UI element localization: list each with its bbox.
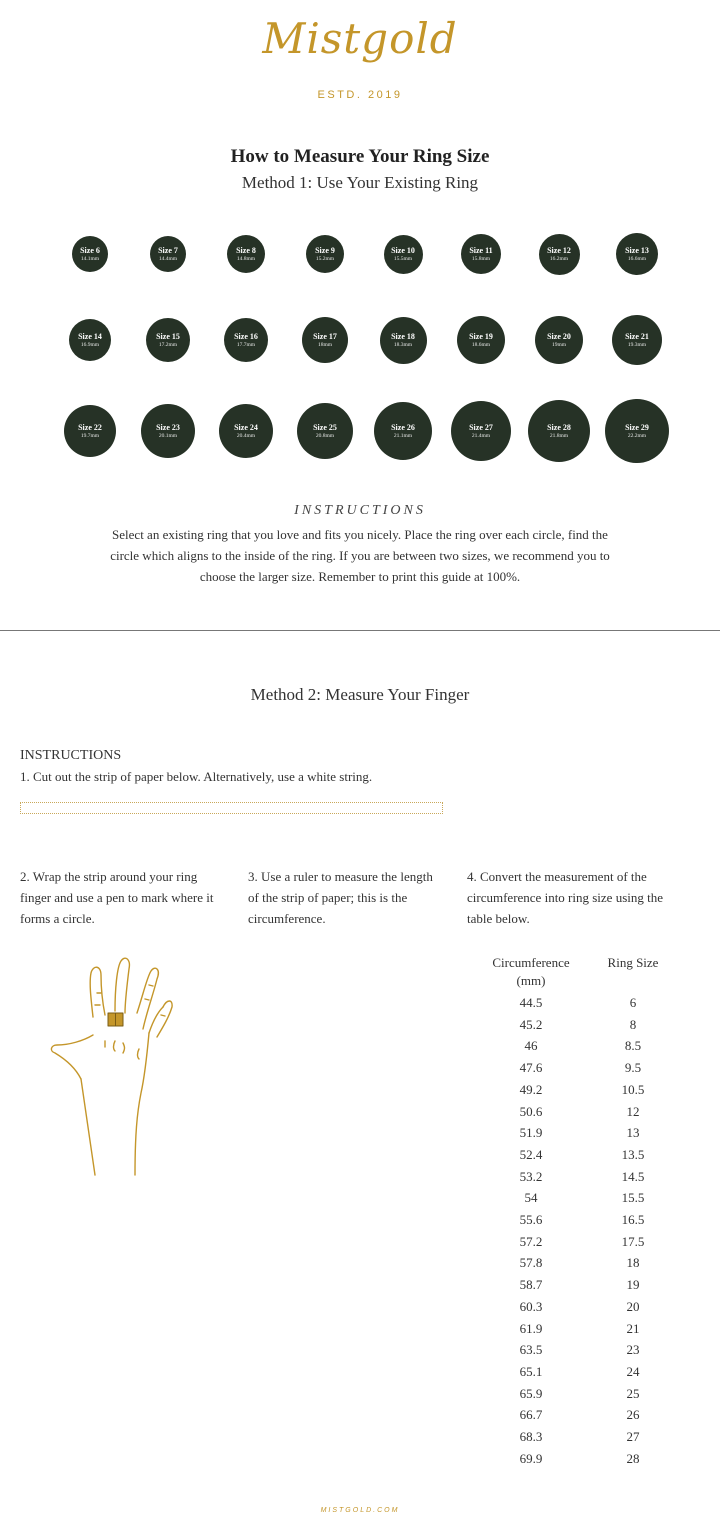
ring-diameter-label: 16.2mm xyxy=(549,255,569,262)
table-cell-circumference: 44.5 xyxy=(519,995,543,1010)
ring-circle xyxy=(150,236,186,272)
ring-circle xyxy=(380,317,427,364)
table-header-ring-size: Ring Size xyxy=(607,955,659,970)
table-cell-circumference: 65.9 xyxy=(519,1385,543,1401)
method2-instructions-heading: INSTRUCTIONS xyxy=(20,748,122,763)
ring-diameter-label: 22.2mm xyxy=(627,432,647,439)
footer-url: MISTGOLD.COM xyxy=(320,1507,400,1514)
ring-circle xyxy=(616,233,658,275)
ring-circle xyxy=(605,399,669,463)
ring-size-label: Size 6 xyxy=(80,245,100,255)
table-cell-ring-size: 21 xyxy=(626,1320,640,1336)
ring-size-label: Size 21 xyxy=(625,331,649,341)
table-cell-circumference: 61.9 xyxy=(519,1320,543,1336)
ring-size-label: Size 11 xyxy=(469,245,493,255)
ring-size-label: Size 17 xyxy=(313,331,337,341)
table-cell-circumference: 55.6 xyxy=(519,1212,543,1227)
ring-circle xyxy=(297,403,353,459)
ring-diameter-label: 21.4mm xyxy=(471,432,491,439)
ring-circle xyxy=(141,404,195,458)
table-cell-ring-size: 8 xyxy=(629,1016,637,1032)
table-cell-circumference: 66.7 xyxy=(519,1407,543,1423)
table-header-circumference: Circumference (mm) xyxy=(492,955,570,988)
ring-circle xyxy=(69,319,111,361)
ring-circle xyxy=(457,316,505,364)
ring-size-label: Size 16 xyxy=(234,331,258,341)
ring-circle xyxy=(64,405,116,457)
ring-size-label: Size 8 xyxy=(236,245,256,255)
table-cell-circumference: 46 xyxy=(524,1038,538,1054)
table-cell-circumference: 47.6 xyxy=(519,1060,543,1076)
table-cell-ring-size: 6 xyxy=(629,995,637,1010)
ring-circle xyxy=(461,234,501,274)
table-cell-ring-size: 15.5 xyxy=(621,1190,645,1206)
table-cell-ring-size: 26 xyxy=(626,1407,640,1423)
ring-diameter-label: 19.7mm xyxy=(80,432,100,439)
ring-size-label: Size 12 xyxy=(547,245,571,255)
table-cell-ring-size: 23 xyxy=(626,1342,640,1358)
table-cell-ring-size: 14.5 xyxy=(621,1168,645,1184)
ring-circle xyxy=(227,235,265,273)
ring-size-label: Size 9 xyxy=(315,245,335,255)
table-cell-ring-size: 10.5 xyxy=(621,1081,645,1097)
step-1-text: 1. Cut out the strip of paper below. Alternatively, use a white string. xyxy=(20,769,373,784)
ring-size-label: Size 10 xyxy=(391,245,415,255)
ring-size-label: Size 7 xyxy=(158,245,178,255)
ring-diameter-label: 14.4mm xyxy=(158,255,178,262)
table-cell-circumference: 68.3 xyxy=(519,1429,543,1444)
table-cell-circumference: 65.1 xyxy=(519,1363,543,1379)
ring-diameter-label: 15.5mm xyxy=(393,255,413,262)
table-cell-circumference: 49.2 xyxy=(519,1081,543,1097)
table-cell-ring-size: 18 xyxy=(626,1255,640,1271)
hand-ring-illustration-icon xyxy=(45,955,180,1177)
method1-title: Method 1: Use Your Existing Ring xyxy=(241,173,479,192)
table-cell-ring-size: 13.5 xyxy=(621,1146,645,1162)
ring-diameter-label: 18mm xyxy=(317,341,333,348)
table-cell-ring-size: 19 xyxy=(626,1277,640,1293)
ring-diameter-label: 20.1mm xyxy=(158,432,178,439)
table-cell-ring-size: 16.5 xyxy=(621,1212,645,1227)
ring-diameter-label: 14.1mm xyxy=(80,255,100,262)
ring-circle xyxy=(374,402,432,460)
ring-circle xyxy=(528,400,590,462)
ring-circle xyxy=(72,236,108,272)
ring-diameter-label: 17.2mm xyxy=(158,341,178,348)
section-divider xyxy=(0,630,720,631)
ring-size-label: Size 26 xyxy=(391,422,415,432)
table-cell-ring-size: 17.5 xyxy=(621,1233,645,1249)
ring-diameter-label: 15.8mm xyxy=(471,255,491,262)
ring-circle xyxy=(451,401,511,461)
page-title: How to Measure Your Ring Size xyxy=(230,146,490,167)
table-cell-ring-size: 9.5 xyxy=(624,1060,642,1076)
ring-circle xyxy=(384,235,423,274)
method1-instructions-heading: INSTRUCTIONS xyxy=(294,503,426,518)
method1-instructions-body: Select an existing ring that you love and fits you nicely. Place the ring over each circle, find the circle which aligns to the inside of the ring. If you are between two sizes, we recommend you to choose the larger size. Remember to print this guide at 100%. xyxy=(110,527,610,584)
ring-diameter-label: 18.6mm xyxy=(471,341,491,348)
ring-size-label: Size 20 xyxy=(547,331,571,341)
ring-circle xyxy=(219,404,273,458)
table-cell-ring-size: 20 xyxy=(626,1298,640,1314)
ring-size-label: Size 19 xyxy=(469,331,493,341)
table-cell-circumference: 50.6 xyxy=(519,1103,543,1119)
table-cell-ring-size: 25 xyxy=(626,1385,640,1401)
ring-diameter-label: 17.7mm xyxy=(236,341,256,348)
ring-diameter-label: 15.2mm xyxy=(315,255,335,262)
table-cell-circumference: 54 xyxy=(524,1190,538,1206)
ring-diameter-label: 20.4mm xyxy=(236,432,256,439)
table-cell-circumference: 57.8 xyxy=(519,1255,543,1271)
ring-size-label: Size 23 xyxy=(156,422,180,432)
ring-diameter-label: 16.6mm xyxy=(627,255,647,262)
step-4-text: 4. Convert the measurement of the circumference into ring size using the table below. xyxy=(467,869,664,926)
ring-diameter-label: 20.8mm xyxy=(315,432,335,439)
table-cell-ring-size: 12 xyxy=(626,1103,640,1119)
step-2-text: 2. Wrap the strip around your ring finger and use a pen to mark where it forms a circle. xyxy=(20,869,214,926)
table-cell-circumference: 58.7 xyxy=(519,1277,543,1293)
ring-circle xyxy=(302,317,348,363)
table-cell-ring-size: 24 xyxy=(626,1363,640,1379)
step-3-text: 3. Use a ruler to measure the length of the strip of paper; this is the circumference. xyxy=(248,869,433,926)
ring-circle xyxy=(306,235,344,273)
table-cell-circumference: 57.2 xyxy=(519,1233,543,1249)
table-cell-circumference: 51.9 xyxy=(519,1125,543,1141)
table-cell-ring-size: 8.5 xyxy=(624,1038,642,1054)
ring-size-label: Size 25 xyxy=(313,422,337,432)
ring-circle xyxy=(612,315,662,365)
table-cell-ring-size: 27 xyxy=(626,1429,640,1444)
method2-title: Method 2: Measure Your Finger xyxy=(250,685,470,704)
table-cell-circumference: 53.2 xyxy=(519,1168,543,1184)
table-cell-circumference: 52.4 xyxy=(519,1146,543,1162)
ring-size-label: Size 29 xyxy=(625,422,649,432)
table-cell-circumference: 69.9 xyxy=(519,1450,543,1466)
ring-diameter-label: 19mm xyxy=(551,341,567,348)
ring-circle xyxy=(146,318,190,362)
ring-circle xyxy=(539,234,580,275)
ring-size-label: Size 24 xyxy=(234,422,258,432)
ring-size-label: Size 27 xyxy=(469,422,493,432)
ring-diameter-label: 18.3mm xyxy=(393,341,413,348)
table-cell-circumference: 63.5 xyxy=(519,1342,543,1358)
ring-circle xyxy=(224,318,268,362)
table-cell-ring-size: 13 xyxy=(626,1125,640,1141)
ring-size-label: Size 28 xyxy=(547,422,571,432)
ring-size-label: Size 13 xyxy=(625,245,649,255)
paper-strip-cutout xyxy=(20,802,443,814)
ring-diameter-label: 14.8mm xyxy=(236,255,256,262)
ring-diameter-label: 21.1mm xyxy=(393,432,413,439)
table-cell-circumference: 60.3 xyxy=(519,1298,543,1314)
ring-diameter-label: 21.8mm xyxy=(549,432,569,439)
ring-diameter-label: 19.3mm xyxy=(627,341,647,348)
ring-size-label: Size 14 xyxy=(78,331,102,341)
table-cell-ring-size: 28 xyxy=(626,1450,640,1466)
brand-logo: Mistgold xyxy=(262,14,458,63)
table-cell-circumference: 45.2 xyxy=(519,1016,543,1032)
ring-circle xyxy=(535,316,583,364)
ring-size-label: Size 22 xyxy=(78,422,102,432)
brand-established: ESTD. 2019 xyxy=(317,89,403,101)
ring-size-label: Size 15 xyxy=(156,331,180,341)
ring-size-label: Size 18 xyxy=(391,331,415,341)
ring-diameter-label: 16.9mm xyxy=(80,341,100,348)
